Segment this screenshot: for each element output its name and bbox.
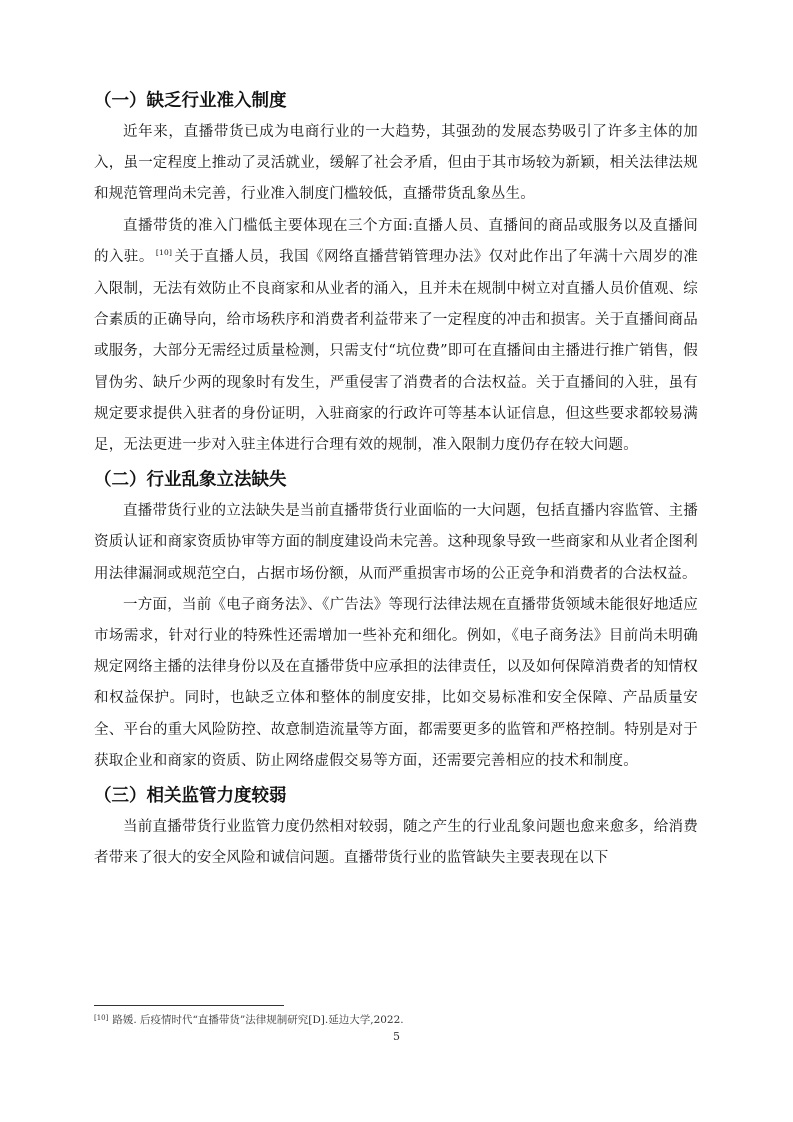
paragraph: 直播带货行业的立法缺失是当前直播带货行业面临的一大问题，包括直播内容监管、主播资质认证和商家资质协审等方面的制度建设尚未完善。这种现象导致一些商家和从业者企图利用法律漏洞或规范空白，占据市场份额，从而严重损害市场的公正竞争和消费者的合法权益。 <box>94 503 698 582</box>
section-heading: （三）相关监管力度较弱 <box>94 786 287 807</box>
section-1 <box>94 85 698 461</box>
section-3 <box>94 780 698 874</box>
citation-marker[interactable]: [10] <box>155 247 173 257</box>
body-content <box>94 82 698 874</box>
section-2 <box>94 464 698 777</box>
page-number: 5 <box>393 1030 400 1043</box>
paragraph-text: 关于直播人员，我国《网络直播营销管理办法》仅对此作出了年满十六周岁的准入限制，无法有效防止不良商家和从业者的涌入，且并未在规制中树立对直播人员价值观、综合素质的正确导向，给市场秩序和消费者利益带来了一定程度的冲击和损害。关于直播间商品或服务，大部分无需经过质量检测，只需支付“坑位费”即可在直播间由主播进行推广销售，假冒伪劣、缺斤少两的现象时有发生，严重侵害了消费者的合法权益。关于直播间的入驻，虽有规定要求提供入驻者的身份证明，入驻商家的行政许可等基本认证信息，但这些要求都较易满足，无法更进一步对入驻主体进行合理有效的规制，准入限制力度仍存在较大问题。 <box>94 248 698 454</box>
footnote-separator <box>94 1005 284 1006</box>
paragraph-text: 直播带货的准入门槛低主要体现在三个方面:直播人员、直播间的商品或服务以及直播间的入驻。 <box>94 217 698 265</box>
footnote <box>94 1012 698 1029</box>
paragraph: 一方面，当前《电子商务法》、《广告法》等现行法律法规在直播带货领域未能很好地适应市场需求，针对行业的特殊性还需增加一些补充和细化。例如，《电子商务法》目前尚未明确规定网络主播的法律身份以及在直播带货中应承担的法律责任，以及如何保障消费者的知情权和权益保护。同时，也缺乏立体和整体的制度安排，比如交易标准和安全保障、产品质量安全、平台的重大风险防控、故意制造流量等方面，都需要更多的监管和严格控制。特别是对于获取企业和商家的资质、防止网络虚假交易等方面，还需要完善相应的技术和制度。 <box>94 596 698 769</box>
paragraph <box>94 211 698 462</box>
footnote-marker: [10] <box>94 1014 109 1022</box>
paragraph: 近年来，直播带货已成为电商行业的一大趋势，其强劲的发展态势吸引了许多主体的加入，虽一定程度上推动了灵活就业，缓解了社会矛盾，但由于其市场较为新颖，相关法律法规和规范管理尚未完善，行业准入制度门槛较低，直播带货乱象丛生。 <box>94 124 698 203</box>
paragraph: 当前直播带货行业监管力度仍然相对较弱，随之产生的行业乱象问题也愈来愈多，给消费者带来了很大的安全风险和诚信问题。直播带货行业的监管缺失主要表现在以下 <box>94 819 698 867</box>
section-heading: （二）行业乱象立法缺失 <box>94 470 287 491</box>
footnote-text: 路媛. 后疫情时代“直播带货”法律规制研究[D].延边大学,2022. <box>112 1014 404 1026</box>
section-heading: （一）缺乏行业准入制度 <box>94 91 287 111</box>
